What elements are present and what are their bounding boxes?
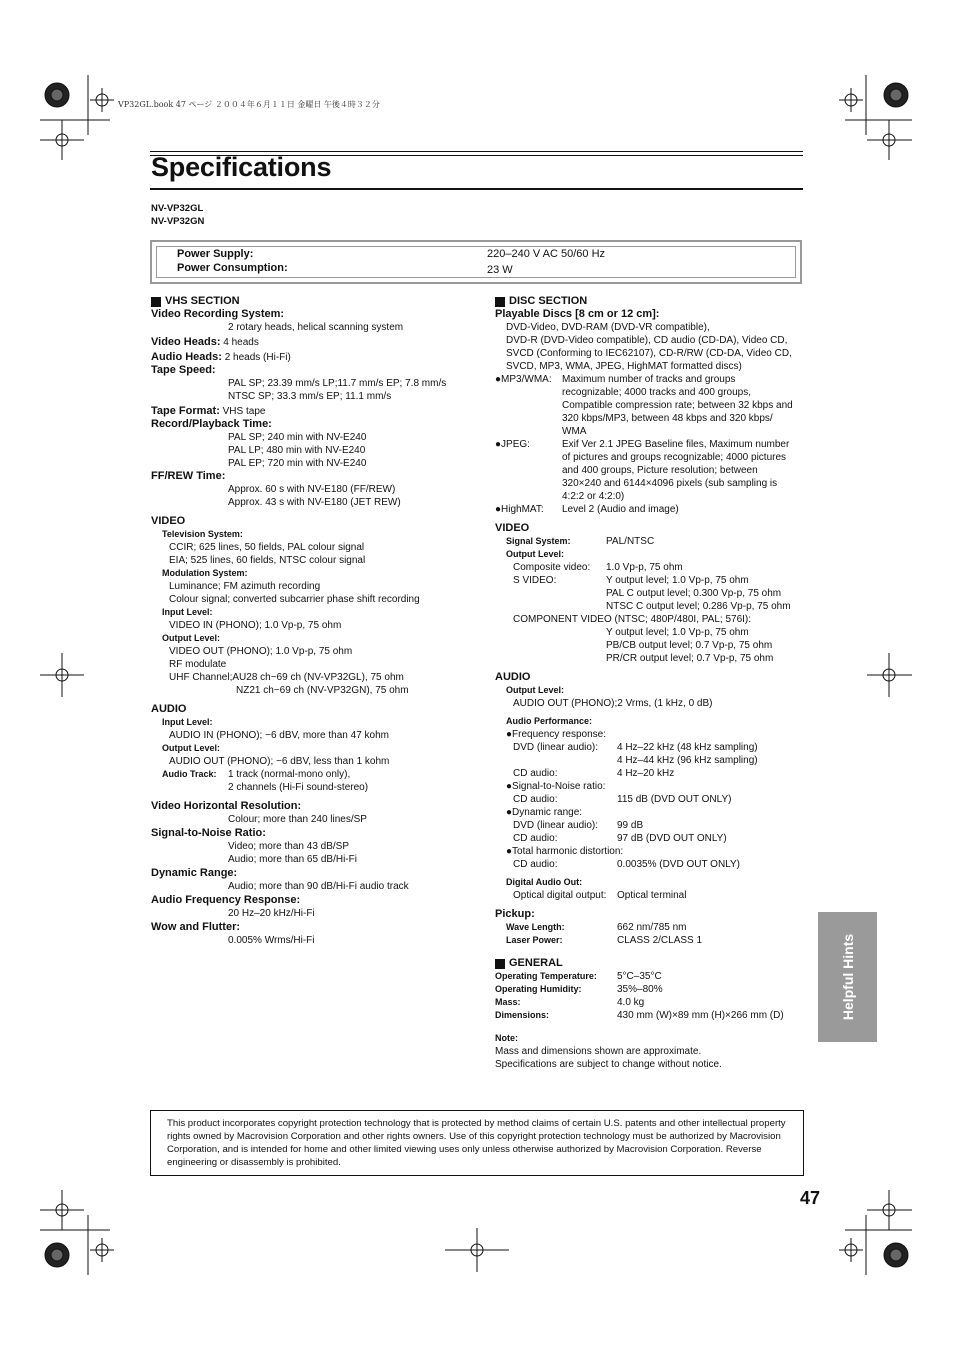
print-header-line: VP32GL.book 47 ページ ２００４年６月１１日 金曜日 午後４時３２分 <box>118 100 380 109</box>
note-line-1: Mass and dimensions shown are approximate. <box>495 1046 702 1057</box>
power-consumption-label: Power Consumption: <box>177 262 288 274</box>
wave-length-label: Wave Length: <box>506 922 565 932</box>
disc-section-heading: DISC SECTION <box>495 295 805 308</box>
video-output-label-right: Output Level: <box>506 549 564 559</box>
record-time-sp: PAL SP; 240 min with NV-E240 <box>228 432 367 443</box>
title-rule-bottom <box>150 188 803 190</box>
audio-performance-label: Audio Performance: <box>506 716 593 726</box>
audio-track-value-2: 2 channels (Hi-Fi sound-stereo) <box>228 782 369 793</box>
model-number-2: NV-VP32GN <box>151 216 205 227</box>
pickup-heading: Pickup: <box>495 908 535 920</box>
snr-cd-value: 115 dB (DVD OUT ONLY) <box>617 794 732 805</box>
audio-heads-value: 2 heads (Hi-Fi) <box>224 352 291 363</box>
note-heading: Note: <box>495 1033 518 1043</box>
audio-input-level-label: Input Level: <box>162 717 213 727</box>
laser-power-label: Laser Power: <box>506 935 563 945</box>
section-square-icon <box>495 297 505 307</box>
audio-output-label-right: Output Level: <box>506 685 564 695</box>
audio-output-level-label: Output Level: <box>162 743 220 753</box>
component-pb: PB/CB output level; 0.7 Vp-p, 75 ohm <box>606 640 773 651</box>
snr-label: Signal-to-Noise Ratio: <box>151 827 266 839</box>
playable-discs-4: SVCD, MP3, WMA, JPEG, HighMAT formatted discs) <box>506 361 742 372</box>
mass-value: 4.0 kg <box>617 997 645 1008</box>
horizontal-resolution-value: Colour; more than 240 lines/SP <box>228 814 367 825</box>
thd-cd-label: CD audio: <box>513 859 558 870</box>
frequency-response-label: ●Frequency response: <box>506 729 606 740</box>
thd-label: ●Total harmonic distortion: <box>506 846 624 857</box>
mp3-wma-5: WMA <box>562 426 587 437</box>
dyn-dvd-label: DVD (linear audio): <box>513 820 599 831</box>
audio-frequency-value: 20 Hz–20 kHz/Hi-Fi <box>228 908 315 919</box>
power-supply-label: Power Supply: <box>177 248 254 260</box>
highmat-value: Level 2 (Audio and image) <box>562 504 679 515</box>
tape-speed-label: Tape Speed: <box>151 364 216 376</box>
video-recording-value: 2 rotary heads, helical scanning system <box>228 322 404 333</box>
audio-heads-label: Audio Heads: <box>151 351 222 363</box>
page-title: Specifications <box>151 152 332 182</box>
mp3-wma-4: 320 kbps/MP3, between 48 kbps and 320 kbps/ <box>562 413 773 424</box>
dyn-cd-label: CD audio: <box>513 833 558 844</box>
general-section-heading: GENERAL <box>495 957 805 970</box>
model-number-1: NV-VP32GL <box>151 203 204 214</box>
playable-discs-label: Playable Discs [8 cm or 12 cm]: <box>495 308 660 320</box>
modulation-luminance: Luminance; FM azimuth recording <box>169 581 321 592</box>
page-number: 47 <box>800 1188 821 1208</box>
op-temp-label: Operating Temperature: <box>495 971 597 981</box>
left-column <box>151 295 471 947</box>
video-heading-right: VIDEO <box>495 522 530 534</box>
audio-track-value-1: 1 track (normal-mono only), <box>228 769 351 780</box>
television-system-ccir: CCIR; 625 lines, 50 fields, PAL colour signal <box>169 542 365 553</box>
wave-length-value: 662 nm/785 nm <box>617 922 687 933</box>
audio-heading-left: AUDIO <box>151 703 187 715</box>
playable-discs-3: SVCD (Conforming to IEC62107), CD-R/RW (CD-DA, Video CD, <box>506 348 792 359</box>
ff-rew-value-2: Approx. 43 s with NV-E180 (JET REW) <box>228 497 401 508</box>
ff-rew-label: FF/REW Time: <box>151 470 226 482</box>
snr-audio: Audio; more than 65 dB/Hi-Fi <box>228 854 357 865</box>
section-square-icon <box>151 297 161 307</box>
video-recording-label: Video Recording System: <box>151 308 285 320</box>
power-supply-value: 220–240 V AC 50/60 Hz <box>487 248 606 260</box>
video-heads-label: Video Heads: <box>151 336 221 348</box>
component-pr: PR/CR output level; 0.7 Vp-p, 75 ohm <box>606 653 774 664</box>
video-heads-value: 4 heads <box>223 337 259 348</box>
freq-dvd-96: 4 Hz–44 kHz (96 kHz sampling) <box>617 755 758 766</box>
signal-system-label: Signal System: <box>506 536 571 546</box>
wow-flutter-label: Wow and Flutter: <box>151 921 241 933</box>
audio-input-level-value: AUDIO IN (PHONO); −6 dBV, more than 47 kohm <box>169 730 389 741</box>
s-video-ntsc-c: NTSC C output level; 0.286 Vp-p, 75 ohm <box>606 601 791 612</box>
mass-label: Mass: <box>495 997 521 1007</box>
television-system-eia: EIA; 525 lines, 60 fields, NTSC colour signal <box>169 555 366 566</box>
component-video-label: COMPONENT VIDEO (NTSC; 480P/480I, PAL; 576I): <box>513 614 752 625</box>
dimensions-value: 430 mm (W)×89 mm (H)×266 mm (D) <box>617 1010 784 1021</box>
wow-flutter-value: 0.005% Wrms/Hi-Fi <box>228 935 315 946</box>
tape-speed-ntsc: NTSC SP; 33.3 mm/s EP; 11.1 mm/s <box>228 391 392 402</box>
modulation-colour: Colour signal; converted subcarrier phase shift recording <box>169 594 420 605</box>
video-output-level-label: Output Level: <box>162 633 220 643</box>
composite-video-label: Composite video: <box>513 562 591 573</box>
snr-video: Video; more than 43 dB/SP <box>228 841 350 852</box>
video-input-level-value: VIDEO IN (PHONO); 1.0 Vp-p, 75 ohm <box>169 620 342 631</box>
s-video-pal-c: PAL C output level; 0.300 Vp-p, 75 ohm <box>606 588 782 599</box>
playable-discs-1: DVD-Video, DVD-RAM (DVD-VR compatible), <box>506 322 710 333</box>
snr-cd-label: CD audio: <box>513 794 558 805</box>
right-column <box>495 295 805 1071</box>
audio-frequency-label: Audio Frequency Response: <box>151 894 301 906</box>
signal-system-value: PAL/NTSC <box>606 536 655 547</box>
dyn-dvd-value: 99 dB <box>617 820 644 831</box>
dynamic-range-label-right: ●Dynamic range: <box>506 807 583 818</box>
audio-track-label: Audio Track: <box>162 769 217 779</box>
dynamic-range-value: Audio; more than 90 dB/Hi-Fi audio track <box>228 881 409 892</box>
s-video-y: Y output level; 1.0 Vp-p, 75 ohm <box>606 575 749 586</box>
op-temp-value: 5°C–35°C <box>617 971 662 982</box>
mp3-wma-1: Maximum number of tracks and groups <box>562 374 736 385</box>
jpeg-label: ●JPEG: <box>495 439 530 450</box>
helpful-hints-label: Helpful Hints <box>839 933 856 1021</box>
dimensions-label: Dimensions: <box>495 1010 550 1020</box>
rf-modulate: RF modulate <box>169 659 227 670</box>
optical-output-value: Optical terminal <box>617 890 687 901</box>
ff-rew-value-1: Approx. 60 s with NV-E180 (FF/REW) <box>228 484 396 495</box>
playable-discs-2: DVD-R (DVD-Video compatible), CD audio (CD-DA), Video CD, <box>506 335 788 346</box>
dyn-cd-value: 97 dB (DVD OUT ONLY) <box>617 833 727 844</box>
freq-dvd-48: 4 Hz–22 kHz (48 kHz sampling) <box>617 742 758 753</box>
highmat-label: ●HighMAT: <box>495 504 544 515</box>
power-consumption-value: 23 W <box>487 264 513 276</box>
record-time-lp: PAL LP; 480 min with NV-E240 <box>228 445 366 456</box>
uhf-channel-gn: NZ21 ch−69 ch (NV-VP32GN), 75 ohm <box>236 685 409 696</box>
record-time-ep: PAL EP; 720 min with NV-E240 <box>228 458 367 469</box>
jpeg-1: Exif Ver 2.1 JPEG Baseline files, Maximum number <box>562 439 790 450</box>
copyright-notice-box <box>150 1110 804 1176</box>
tape-format-value: VHS tape <box>222 406 266 417</box>
laser-power-value: CLASS 2/CLASS 1 <box>617 935 703 946</box>
uhf-channel-gl: UHF Channel;AU28 ch−69 ch (NV-VP32GL), 75 ohm <box>169 672 404 683</box>
snr-ratio-label: ●Signal-to-Noise ratio: <box>506 781 606 792</box>
video-output-value: VIDEO OUT (PHONO); 1.0 Vp-p, 75 ohm <box>169 646 353 657</box>
horizontal-resolution-label: Video Horizontal Resolution: <box>151 800 302 812</box>
record-time-label: Record/Playback Time: <box>151 418 272 430</box>
jpeg-3: and 400 groups, Picture resolution; between <box>562 465 758 476</box>
helpful-hints-tab <box>818 912 877 1042</box>
copyright-notice-text: This product incorporates copyright protection technology that is protected by method claims of certain U.S. patents and other intellectual property rights owned by Macrovision Corporation and other rights owners. Use of this copyright protection technology must be authorized by Macrovision Corporation, and is intended for home and other limited viewing uses only unless otherwise authorized by Macrovision Corporation. Reverse engineering or disassembly is prohibited. <box>167 1118 786 1168</box>
freq-cd-value: 4 Hz–20 kHz <box>617 768 675 779</box>
audio-output-level-value: AUDIO OUT (PHONO); −6 dBV, less than 1 kohm <box>169 756 390 767</box>
audio-heading-right: AUDIO <box>495 671 531 683</box>
op-humidity-label: Operating Humidity: <box>495 984 582 994</box>
mp3-wma-2: recognizable; 4000 tracks and 400 groups, <box>562 387 752 398</box>
dynamic-range-label: Dynamic Range: <box>151 867 238 879</box>
s-video-label: S VIDEO: <box>513 575 557 586</box>
television-system-label: Television System: <box>162 529 243 539</box>
video-heading-left: VIDEO <box>151 515 186 527</box>
mp3-wma-label: ●MP3/WMA: <box>495 374 552 385</box>
composite-video-value: 1.0 Vp-p, 75 ohm <box>606 562 683 573</box>
digital-audio-out-label: Digital Audio Out: <box>506 877 583 887</box>
mp3-wma-3: Compatible compression rate; between 32 kbps and <box>562 400 793 411</box>
modulation-system-label: Modulation System: <box>162 568 248 578</box>
tape-speed-pal: PAL SP; 23.39 mm/s LP;11.7 mm/s EP; 7.8 mm/s <box>228 378 447 389</box>
note-line-2: Specifications are subject to change without notice. <box>495 1059 722 1070</box>
audio-output-value-right: AUDIO OUT (PHONO);2 Vrms, (1 kHz, 0 dB) <box>513 698 713 709</box>
op-humidity-value: 35%–80% <box>617 984 663 995</box>
vhs-section-heading: VHS SECTION <box>151 295 471 308</box>
freq-dvd-label: DVD (linear audio): <box>513 742 599 753</box>
component-y: Y output level; 1.0 Vp-p, 75 ohm <box>606 627 749 638</box>
freq-cd-label: CD audio: <box>513 768 558 779</box>
jpeg-4: 320×240 and 6144×4096 pixels (sub sampling is <box>562 478 778 489</box>
jpeg-2: of pictures and groups recognizable; 4000 pictures <box>562 452 787 463</box>
jpeg-5: 4:2:2 or 4:2:0) <box>562 491 625 502</box>
thd-cd-value: 0.0035% (DVD OUT ONLY) <box>617 859 741 870</box>
section-square-icon <box>495 959 505 969</box>
optical-output-label: Optical digital output: <box>513 890 607 901</box>
video-input-level-label: Input Level: <box>162 607 213 617</box>
tape-format-label: Tape Format: <box>151 405 220 417</box>
